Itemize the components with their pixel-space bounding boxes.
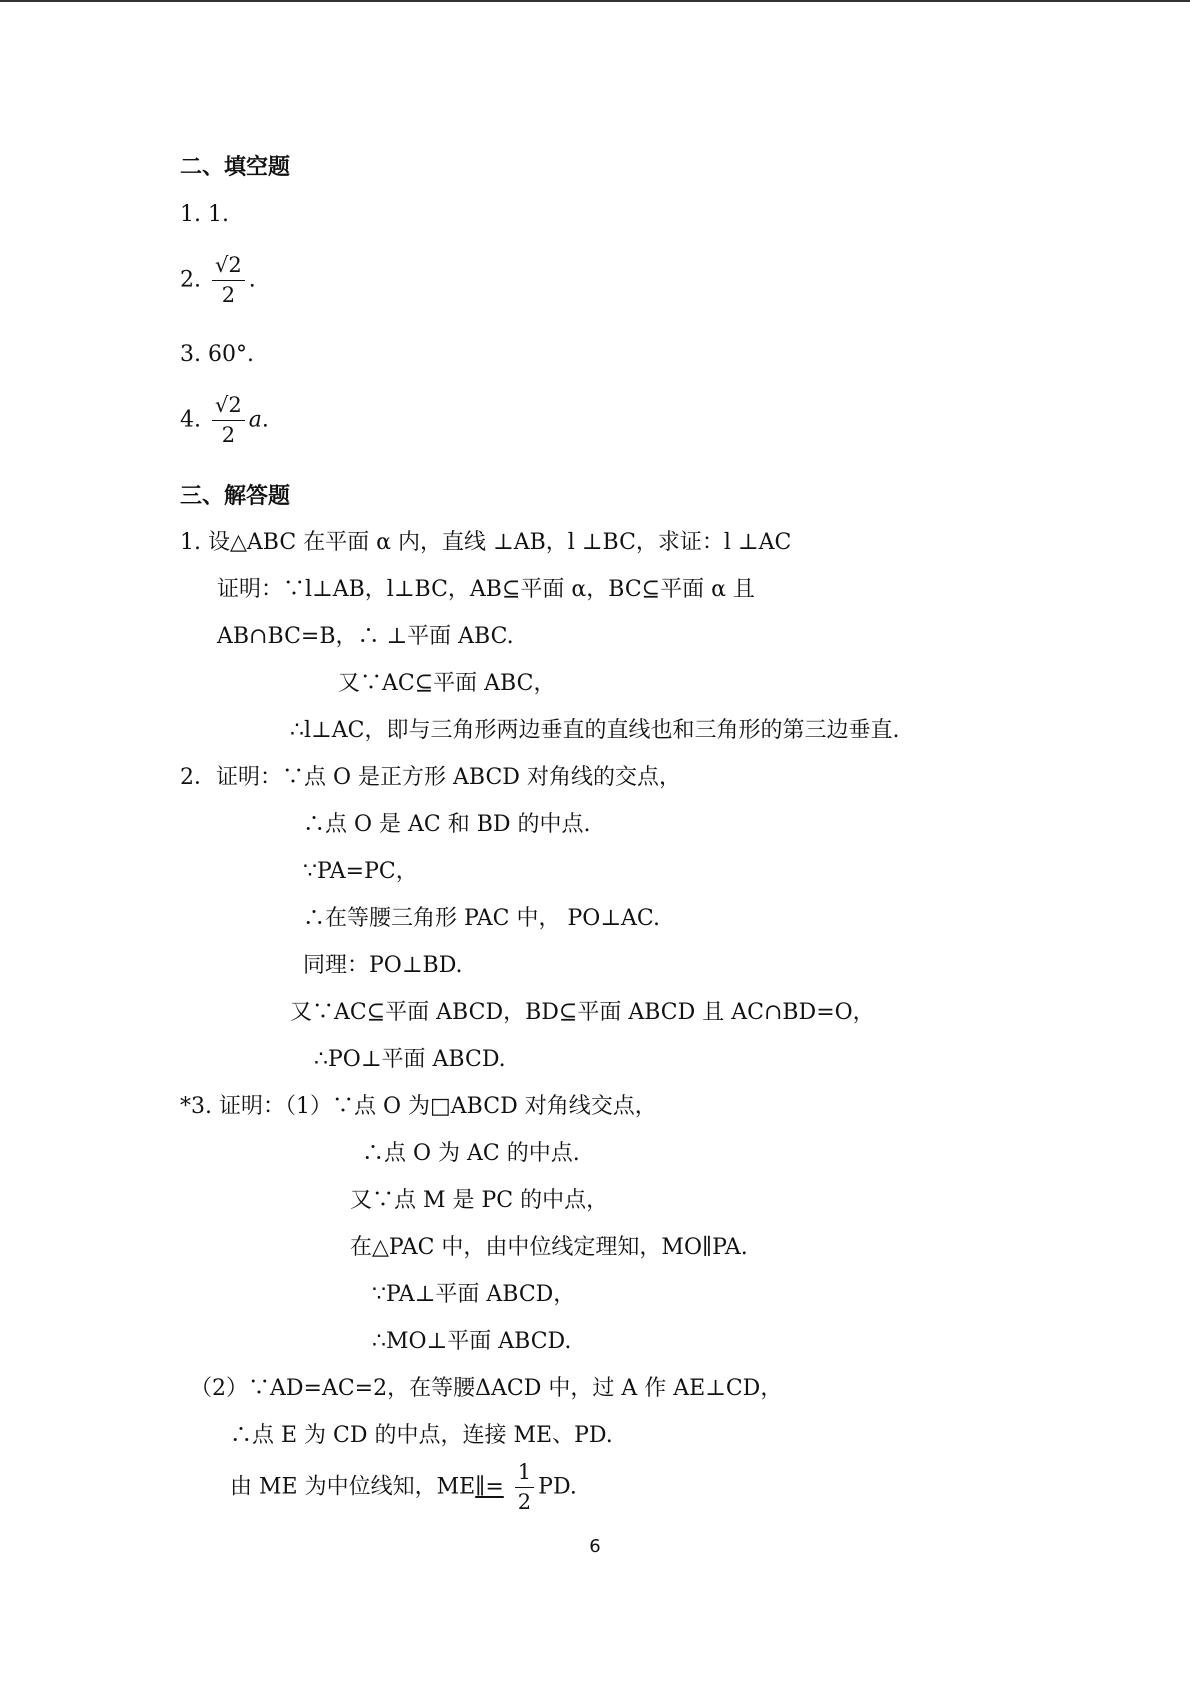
solution-line: AB∩BC=B，∴ ⊥平面 ABC.: [217, 624, 514, 649]
solution-line: ∵PA=PC，: [303, 859, 418, 884]
answer-3: 3. 60°.: [180, 342, 254, 367]
solution-line: ∴点 O 为 AC 的中点.: [362, 1141, 580, 1166]
solution-line: ∴点 O 是 AC 和 BD 的中点.: [303, 812, 591, 837]
solution-line: 证明：∵l⊥AB，l⊥BC，AB⊆平面 α，BC⊆平面 α 且: [217, 577, 755, 602]
solution-line: 在△PAC 中，由中位线定理知，MO∥PA.: [350, 1235, 748, 1260]
page-number: 6: [589, 1536, 601, 1557]
solution-line: ∴点 E 为 CD 的中点，连接 ME、PD.: [230, 1423, 613, 1448]
solution-line: ∴在等腰三角形 PAC 中， PO⊥AC.: [303, 906, 660, 931]
solution-line: ∴MO⊥平面 ABCD.: [372, 1329, 572, 1354]
solution-line: ∴l⊥AC，即与三角形两边垂直的直线也和三角形的第三边垂直.: [290, 718, 900, 743]
top-rule: [0, 0, 1190, 2]
solution-line: （2）∵AD=AC=2，在等腰ΔACD 中，过 A 作 AE⊥CD，: [190, 1376, 783, 1401]
solution-line: 又∵点 M 是 PC 的中点，: [350, 1188, 609, 1213]
solution-line: 同理：PO⊥BD.: [303, 953, 463, 978]
solution-line: ∵PA⊥平面 ABCD，: [372, 1282, 576, 1307]
fraction: $\frac{1}{2}$: [515, 1462, 534, 1513]
fraction: $\frac{√2}{2}$: [212, 395, 245, 446]
section-heading-fill-in: 二、填空题: [180, 155, 291, 180]
answer-1: 1. 1.: [180, 202, 229, 227]
fraction: $\frac{√2}{2}$: [212, 255, 245, 306]
solution-line: *3. 证明：（1）∵点 O 为□ABCD 对角线交点，: [180, 1094, 657, 1119]
section-heading-solutions: 三、解答题: [180, 484, 291, 509]
solution-line: 2．证明：∵点 O 是正方形 ABCD 对角线的交点，: [180, 765, 681, 790]
answer-4: 4. $\frac{√2}{2}$ a.: [180, 393, 269, 447]
solution-line: ∴PO⊥平面 ABCD.: [314, 1047, 506, 1072]
solution-line: 1. 设△ABC 在平面 α 内，直线 ⊥AB，l ⊥BC，求证：l ⊥AC: [180, 530, 792, 555]
solution-line-last: 由 ME 为中位线知，ME∥= $\frac{1}{2}$ PD.: [230, 1460, 577, 1514]
solution-line: 又∵AC⊆平面 ABC，: [338, 671, 556, 696]
solution-line: 又∵AC⊆平面 ABCD，BD⊆平面 ABCD 且 AC∩BD=O，: [290, 1000, 875, 1025]
answer-2: 2. $\frac{√2}{2}$ .: [180, 253, 256, 307]
